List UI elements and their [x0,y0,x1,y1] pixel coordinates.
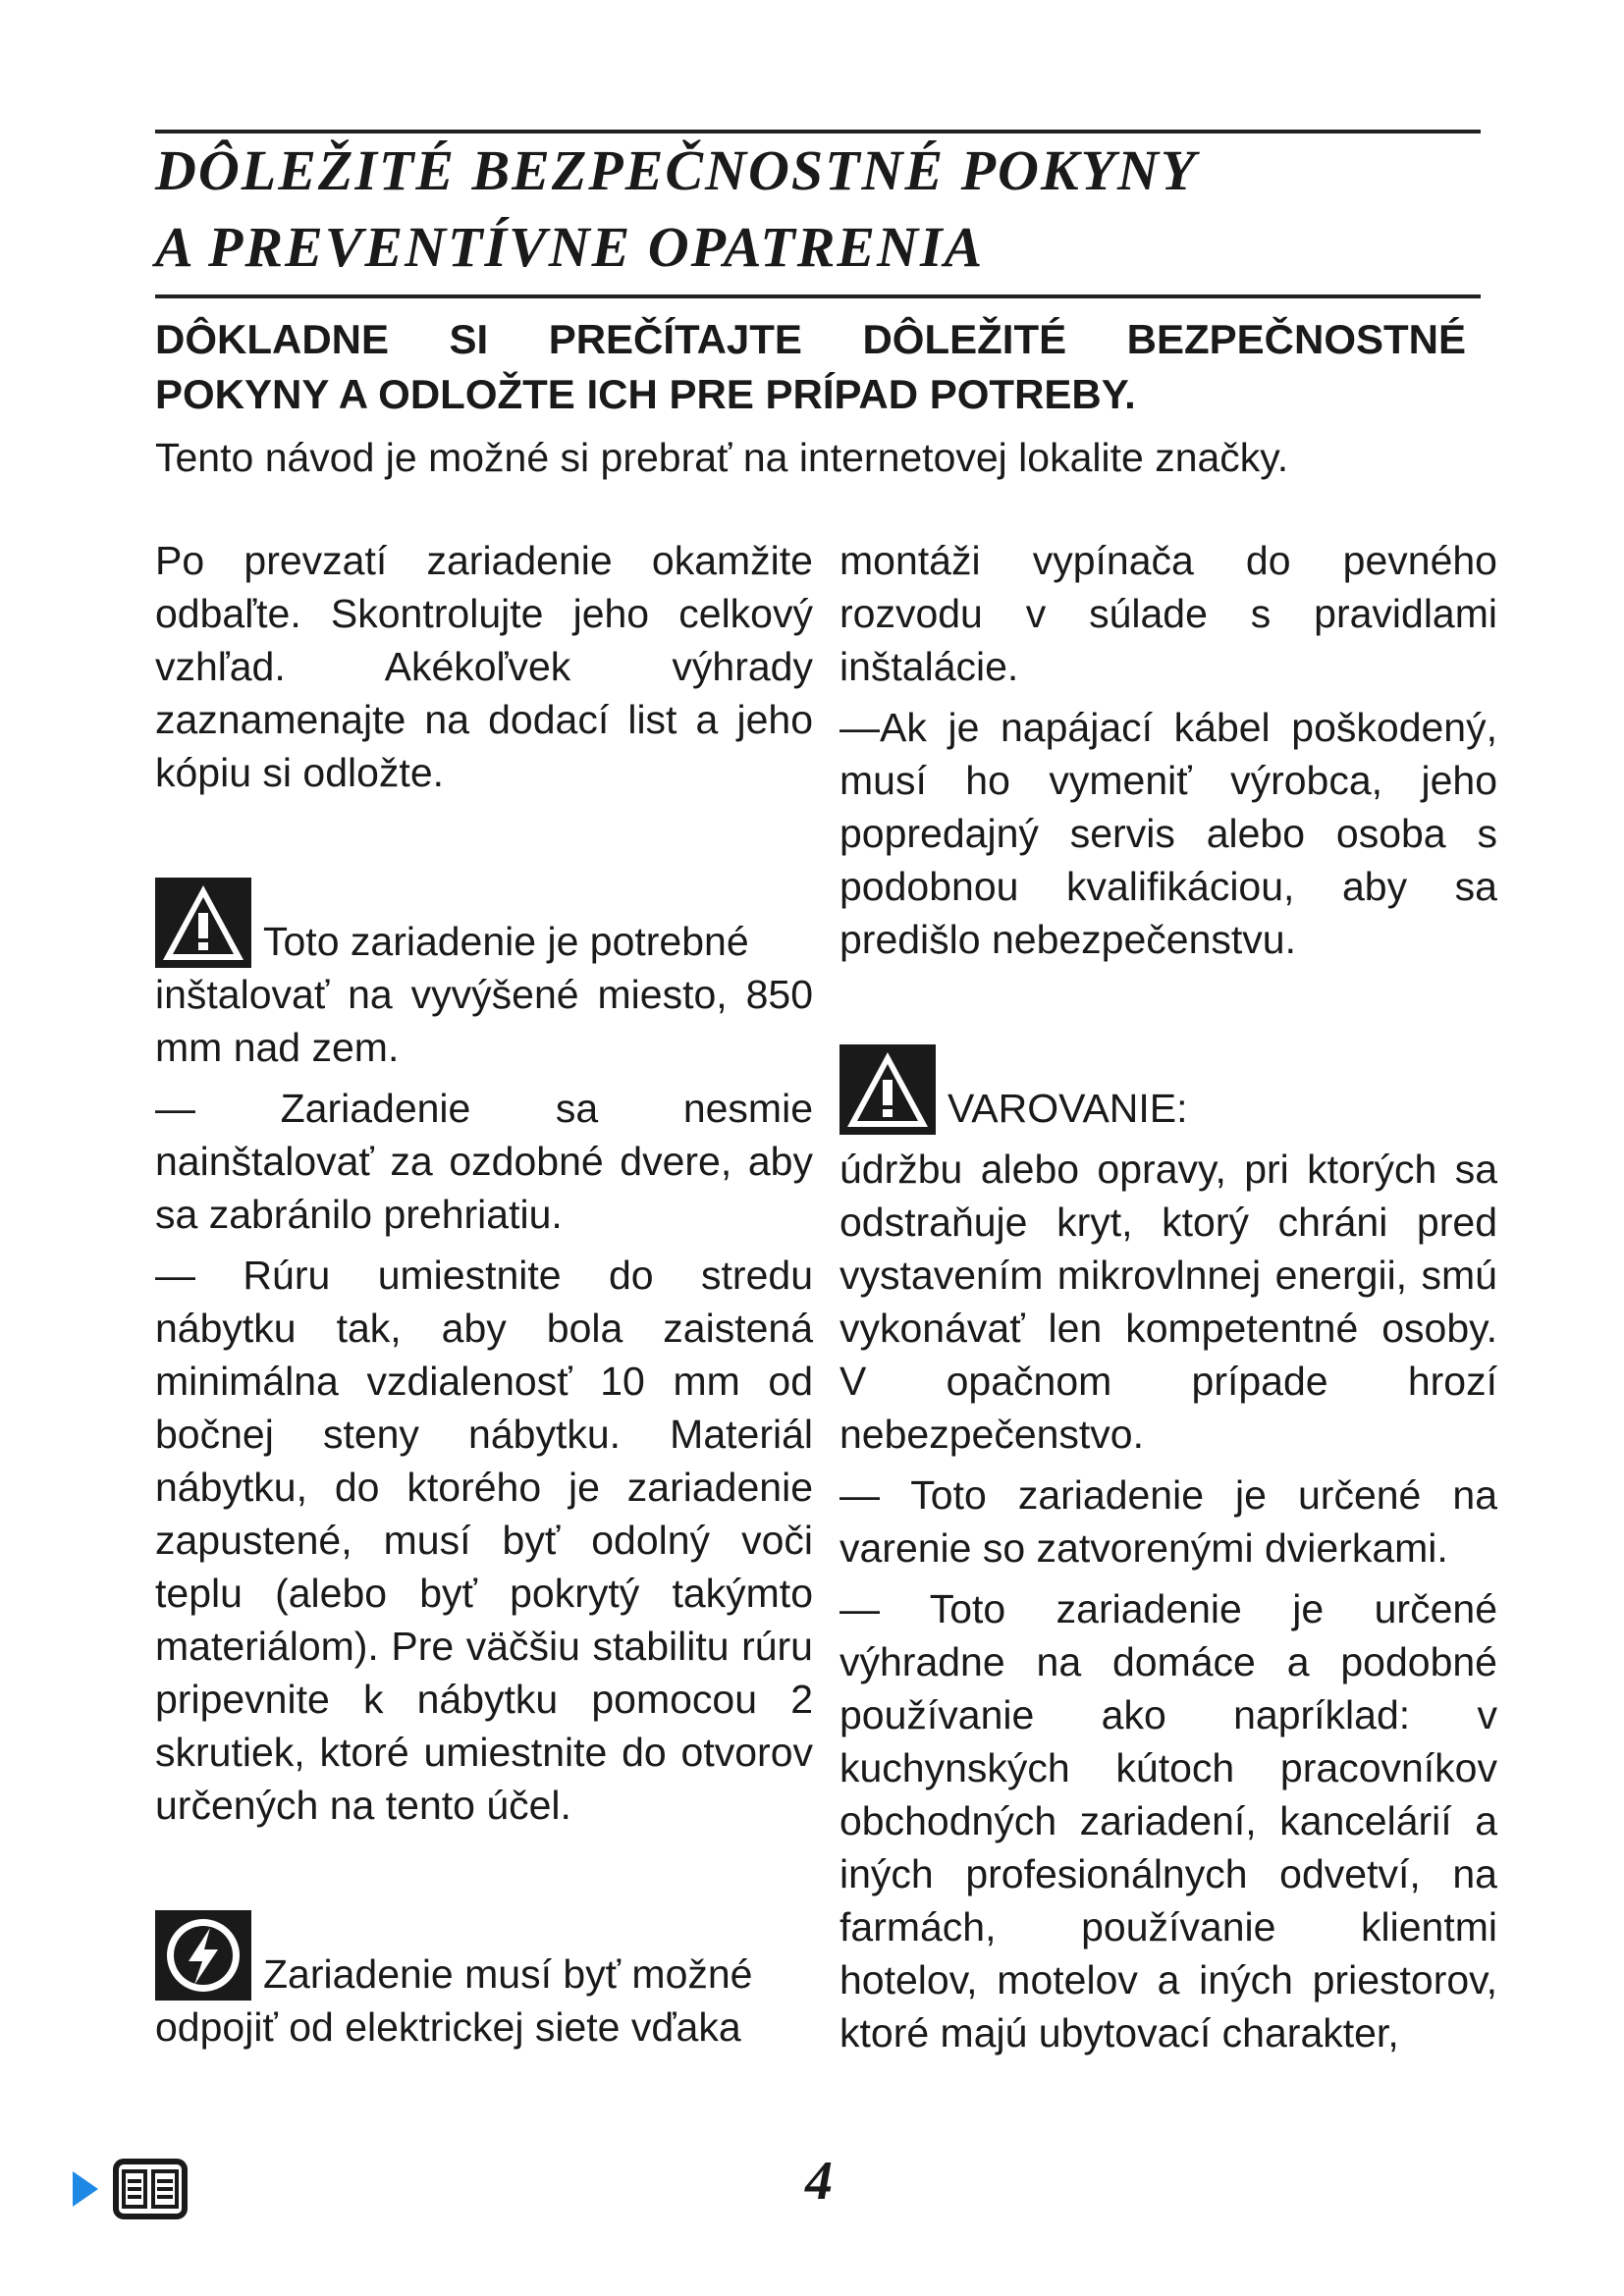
maintenance-warning-paragraph: údržbu alebo opravy, pri ktorých sa odstraňuje kryt, ktorý chráni pred vystavením mikrovlnnej energii, smú vykonávať len kompetentné osoby. V opačnom prípade hrozí nebezpečenstvo. [839,1147,1497,1457]
electrical-hazard-icon [155,1910,251,2001]
book-nav-button[interactable] [69,2150,196,2228]
page-number: 4 [805,2151,833,2212]
install-height-paragraph [155,878,813,968]
switch-install-paragraph: montáži vypínača do pevného rozvodu v súlade s pravidlami inštalácie. [839,538,1497,689]
decorative-door-paragraph: — Zariadenie sa nesmie nainštalovať za ozdobné dvere, aby sa zabránilo prehriatiu. [155,1086,813,1237]
warning-heading [839,1044,1497,1135]
closed-door-paragraph: — Toto zariadenie je určené na varenie so zatvorenými dvierkami. [839,1472,1497,1571]
disconnect-rest: odpojiť od elektrickej siete vďaka [155,2004,741,2050]
page-title-line-2: A PREVENTÍVNE OPATRENIA [155,215,985,279]
book-nav-icon [69,2150,196,2228]
subheading-line-1: DÔKLADNE SI PREČÍTAJTE DÔLEŽITÉ BEZPEČNOSTNÉ [155,316,1466,362]
install-height-rest: inštalovať na vyvýšené miesto, 850 mm nad zem. [155,972,813,1070]
intro-text: Tento návod je možné si prebrať na internetovej lokalite značky. [155,435,1289,480]
right-column [839,534,1497,2059]
furniture-placement-paragraph: — Rúru umiestnite do stredu nábytku tak, aby bola zaistená minimálna vzdialenosť 10 mm od bočnej steny nábytku. Materiál nábytku, do ktorého je zariadenie zapustené, musí byť odolný voči teplu (alebo byť pokrytý takýmto materiálom). Pre väčšiu stabilitu rúru pripevnite k nábytku pomocou 2 skrutiek, ktoré umiestnite do otvorov určených na tento účel. [155,1253,813,1828]
warning-triangle-icon [155,878,251,968]
top-rule [155,130,1481,133]
warning-triangle-icon [839,1044,936,1135]
unpack-paragraph: Po prevzatí zariadenie okamžite odbaľte. Skontrolujte jeho celkový vzhľad. Akékoľvek výhrady zaznamenajte na dodací list a jeho kópiu si odložte. [155,538,813,795]
install-height-lead: Toto zariadenie je potrebné [263,919,749,964]
disconnect-lead: Zariadenie musí byť možné [263,1951,753,1997]
page-title-line-1: DÔLEŽITÉ BEZPEČNOSTNÉ POKYNY [155,138,1198,202]
subheading-line-2: POKYNY A ODLOŽTE ICH PRE PRÍPAD POTREBY. [155,371,1136,417]
disconnect-paragraph [155,1910,813,2001]
title-rule [155,294,1481,298]
warning-label: VAROVANIE: [947,1086,1188,1131]
power-cable-paragraph: —Ak je napájací kábel poškodený, musí ho vymeniť výrobca, jeho popredajný servis alebo osoba s podobnou kvalifikáciou, aby sa predišlo nebezpečenstvu. [839,705,1497,962]
left-column [155,534,813,2054]
domestic-use-paragraph: — Toto zariadenie je určené výhradne na domáce a podobné používanie ako napríklad: v kuchynských kútoch pracovníkov obchodných zariadení, kancelárií a iných profesionálnych odvetví, na farmách, používanie klientmi hotelov, motelov a iných priestorov, ktoré majú ubytovací charakter, [839,1586,1497,2056]
